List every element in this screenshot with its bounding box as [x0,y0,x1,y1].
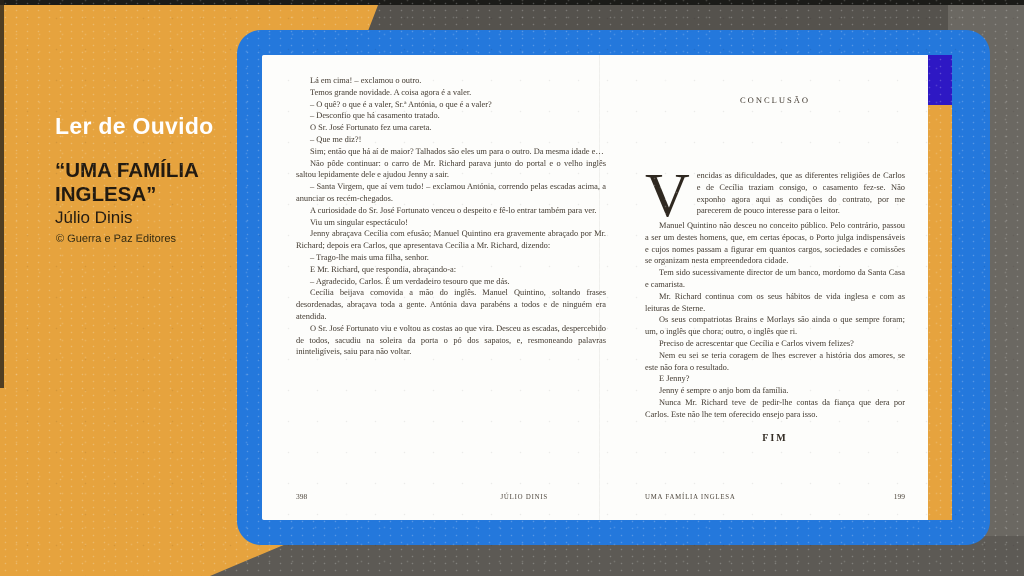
paragraph: Não pôde continuar: o carro de Mr. Richard parava junto do portal e o velho inglês saltou lepidamente dele e ajudou Jenny a sair. [296,158,606,180]
end-mark: FIM [762,433,788,444]
paragraph: O Sr. José Fortunato viu e voltou as costas ao que vira. Desceu as escadas, despercebido de todos, sacudiu na soleira da porta o pó dos sapatos, e, resmoneando palavras ininteligíveis, saiu para não voltar. [296,323,606,357]
paragraph: O Sr. José Fortunato fez uma careta. [310,123,432,133]
paragraph: – Santa Virgem, que aí vem tudo! – exclamou Antónia, correndo pelas escadas acima, a anunciar os recém-chegados. [296,182,606,203]
left-page-footer [296,492,606,501]
right-page-footer [645,492,905,501]
paragraph: Jenny é sempre o anjo bom da família. [659,386,789,396]
paragraph: Cecília beijava comovida a mão do inglês. Manuel Quintino, soltando frases desordenadas, abraçava toda a gente. Antónia dava parabéns a todos e de ninguém era atendida. [296,288,606,321]
chapter-title: CONCLUSÃO [740,95,810,105]
paragraph: Os seus compatriotas Brains e Morlays são ainda o que sempre foram; um, o inglês que chora; outro, o inglês que ri. [645,315,905,337]
page-number-right: 199 [893,492,905,501]
paragraph: – Que me diz?! [310,134,362,144]
paragraph: – Desconfio que há casamento tratado. [310,111,440,121]
running-head-title: UMA FAMÍLIA INGLESA [645,494,736,501]
right-page-text [645,162,905,421]
left-page-text [296,75,606,358]
program-title: Ler de Ouvido [55,113,214,139]
bookmark-orange-block [928,105,952,520]
paragraph: Mr. Richard continua com os seus hábitos de vida inglesa e com as leituras de Sterne. [645,291,905,313]
bookmark-indigo-block [928,55,952,105]
paragraph: Temos grande novidade. A coisa agora é a valer. [310,87,472,97]
book-author: Júlio Dinis [55,208,133,227]
paragraph: – O quê? o que é a valer, Sr.ª Antónia, o que é a valer? [310,99,492,109]
paragraph: Viu um singular espectáculo! [310,217,408,227]
running-head-author: JÚLIO DINIS [500,494,548,501]
paragraph: Nunca Mr. Richard teve de pedir-lhe contas da fiança que dera por Carlos. Este não lhe tem oferecido ensejo para isso. [645,397,905,419]
paragraph: Preciso de acrescentar que Cecília e Carlos vivem felizes? [659,338,854,348]
paragraph: Jenny abraçava Cecília com efusão; Manuel Quintino era gravemente abraçado por Mr. Richard; depois era Carlos, que apresentava Cecília a Mr. Richard, dizendo: [296,229,606,251]
paragraph: Sim; então que há aí de maior? Talhados são eles um para o outro. Da mesma idade e… [310,146,604,156]
book-spread [262,55,952,520]
paragraph: – Agradecido, Carlos. É um verdadeiro tesouro que me dás. [310,276,510,286]
paragraph: Manuel Quintino não desceu no conceito público. Pelo contrário, passou a ser um destes homens, que, em certas épocas, o Porto julga indispensáveis e cujos nomes passam a figurar em quantos cargos, sociedades e comissões se organizam nesta empreendedora cidade. [645,221,905,266]
paragraph: – Trago-lhe mais uma filha, senhor. [310,252,429,262]
paragraph: Lá em cima! – exclamou o outro. [310,76,422,85]
paragraph: Nem eu sei se teria coragem de lhes escrever a história dos amores, se este não fora o resultado. [645,350,905,372]
opening-paragraph [645,162,905,230]
book-title: “UMA FAMÍLIA INGLESA” [55,159,199,206]
publisher-credit: © Guerra e Paz Editores [56,233,176,245]
blue-book-frame [237,30,990,545]
bookmark-strip [928,55,952,520]
drop-cap-letter: V [645,162,690,230]
paragraph: Tem sido sucessivamente director de um banco, mordomo da Santa Casa e camarista. [645,268,905,289]
right-page-paragraphs [645,220,905,421]
paragraph: E Mr. Richard, que respondia, abraçando-a: [310,264,457,274]
page-number-left: 398 [296,492,308,501]
sidebar [0,0,237,576]
paragraph: E Jenny? [659,374,690,384]
paragraph: A curiosidade do Sr. José Fortunato venceu o despeito e fê-lo entrar também para ver. [310,205,597,215]
opening-text: encidas as dificuldades, que as diferentes religiões de Carlos e de Cecília traziam consigo, o casamento fez-se. Não exponho agora aqui as condições do contrato, por me parecerem de pouco interesse para o leitor. [696,171,905,216]
